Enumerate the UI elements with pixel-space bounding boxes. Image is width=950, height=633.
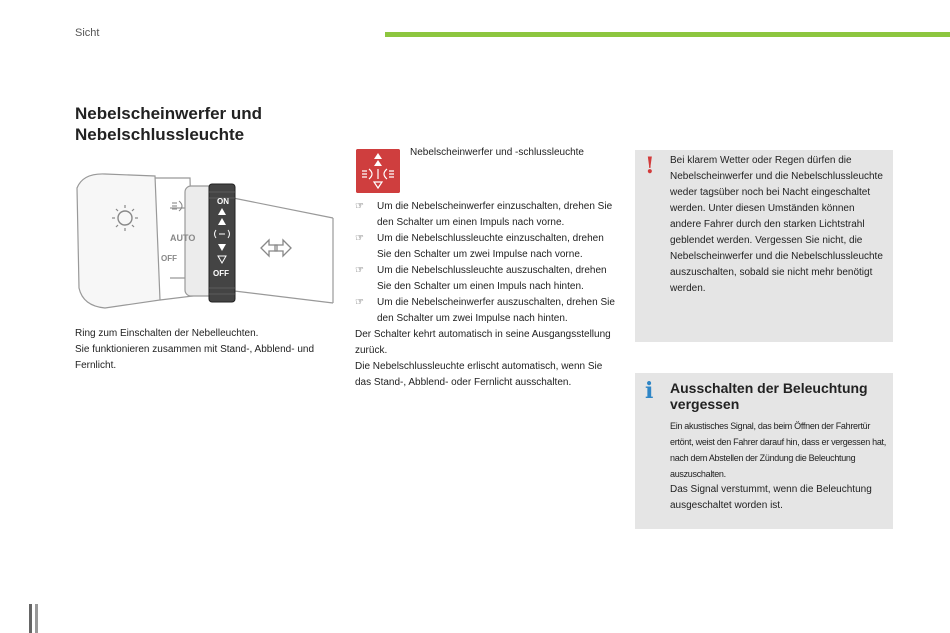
header-accent-bar — [385, 32, 950, 37]
fog-control-label: Nebelscheinwerfer und -schlussleuchte — [410, 147, 584, 158]
list-item: ☞ Um die Nebelscheinwerfer auszuschalten, drehen Sie den Schalter um zwei Impulse nach hinten. — [355, 297, 615, 324]
illustration-caption — [75, 326, 337, 374]
page-title: Nebelscheinwerfer und Nebelschlussleuchte — [75, 104, 263, 144]
info-text: Das Signal verstummt, wenn die Beleuchtung ausgeschaltet worden ist. — [670, 484, 872, 511]
note-auto-return: Der Schalter kehrt automatisch in seine Ausgangsstellung zurück. — [355, 329, 611, 356]
list-item: ☞ Um die Nebelschlussleuchte einzuschalten, drehen Sie den Schalter um zwei Impulse nach vorne. — [355, 233, 604, 260]
off-label: OFF — [161, 254, 177, 263]
off-label-ring: OFF — [213, 269, 229, 278]
arrows-icon — [261, 240, 291, 256]
fog-light-control-icon — [356, 149, 400, 193]
info-icon: i — [645, 378, 654, 404]
list-item: ☞ Um die Nebelscheinwerfer einzuschalten, drehen Sie den Schalter um einen Impuls nach vorne. — [355, 201, 613, 228]
instruction-list — [355, 199, 620, 327]
light-stalk-illustration — [75, 168, 335, 318]
page-edge-mark — [28, 604, 42, 633]
section-label: Sicht — [75, 27, 100, 39]
auto-label: AUTO — [170, 233, 196, 243]
note-auto-off: Die Nebelschlussleuchte erlischt automatisch, wenn Sie das Stand-, Abblend- oder Fernlicht ausschalten. — [355, 361, 603, 388]
hand-pointer-icon: ☞ — [355, 265, 364, 276]
warning-text: Bei klarem Wetter oder Regen dürfen die Nebelscheinwerfer und die Nebelschlussleuchte weder tagsüber noch bei Nacht eingeschaltet werden. Unter diesen Umständen können andere Fahrer durch den starken Lichtstrahl geblendet werden. Vergessen Sie nicht, die Nebelscheinwerfer und die Nebelschlussleuchte auszuschalten, sobald sie nicht mehr benötigt werden. — [670, 155, 883, 294]
info-text-small: Ein akustisches Signal, das beim Öffnen der Fahrertür ertönt, weist den Fahrer darauf hin, dass er vergessen hat, nach dem Abstellen der Zündung die Beleuchtung auszuschalten. — [670, 421, 886, 479]
caption-line-2: Sie funktionieren zusammen mit Stand-, Abblend- und Fernlicht. — [75, 344, 315, 371]
caption-line-1: Ring zum Einschalten der Nebelleuchten. — [75, 328, 259, 339]
hand-pointer-icon: ☞ — [355, 297, 364, 308]
hand-pointer-icon: ☞ — [355, 201, 364, 212]
info-title: Ausschalten der Beleuchtung vergessen — [670, 380, 868, 412]
instructions-column — [355, 199, 620, 391]
list-item: ☞ Um die Nebelschlussleuchte auszuschalten, drehen Sie den Schalter um einen Impuls nach hinten. — [355, 265, 607, 292]
on-label: ON — [217, 197, 229, 206]
hand-pointer-icon: ☞ — [355, 233, 364, 244]
warning-icon: ! — [645, 153, 655, 179]
fog-light-icon — [172, 201, 182, 211]
